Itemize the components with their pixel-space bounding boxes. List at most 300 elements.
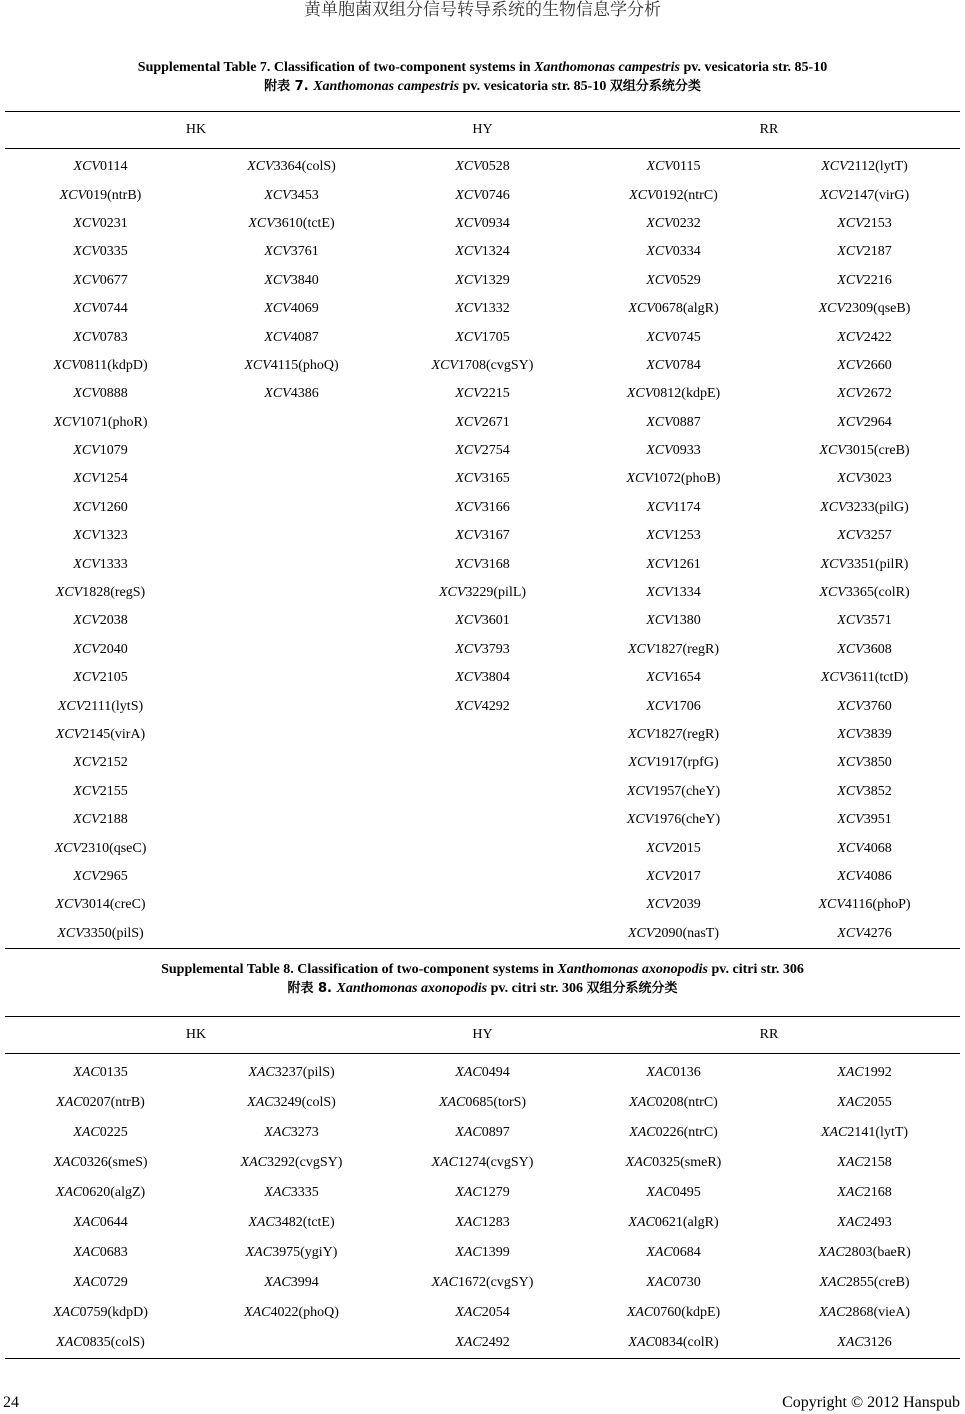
table-cell — [387, 920, 578, 949]
table-cell — [196, 920, 387, 949]
table7-caption-zh — [0, 77, 965, 97]
table-cell — [196, 1328, 387, 1359]
locus-prefix: XAC — [264, 1275, 291, 1290]
locus-prefix: XAC — [455, 1065, 482, 1080]
locus-prefix: XAC — [629, 1125, 656, 1140]
table-cell — [578, 295, 769, 323]
table8-caption-zh — [0, 979, 965, 999]
locus-number: 0136 — [672, 1065, 701, 1080]
locus-number: 0888 — [99, 386, 128, 402]
locus-prefix: XCV — [837, 925, 864, 941]
table-cell — [578, 1178, 769, 1208]
locus-prefix: XCV — [626, 386, 654, 402]
table-row — [5, 636, 960, 664]
locus-number: 1324 — [481, 244, 510, 260]
table-cell — [196, 1148, 387, 1178]
locus-number: 0232 — [672, 215, 701, 231]
table-cell — [5, 692, 196, 720]
locus-number: 3165 — [481, 471, 510, 487]
locus-prefix: XCV — [73, 613, 100, 629]
locus-prefix: XCV — [819, 443, 846, 459]
table-cell — [387, 1238, 578, 1268]
locus-prefix: XAC — [818, 1245, 845, 1260]
caption-prefix: Supplemental Table 8. Classification of two-component systems in — [161, 962, 558, 977]
table-cell — [196, 352, 387, 380]
locus-number: 2054 — [481, 1305, 510, 1320]
table-cell — [5, 295, 196, 323]
locus-prefix: XCV — [455, 499, 482, 515]
locus-number: 0115 — [672, 159, 701, 175]
table-cell — [387, 579, 578, 607]
locus-prefix: XCV — [73, 215, 100, 231]
table-cell — [578, 863, 769, 891]
locus-number: 2855(creB) — [845, 1275, 910, 1290]
table-cell — [578, 149, 769, 182]
locus-prefix: XCV — [646, 443, 673, 459]
locus-number: 4386 — [290, 386, 319, 402]
table-cell — [387, 380, 578, 408]
locus-number: 0326(smeS) — [79, 1155, 148, 1170]
locus-prefix: XAC — [73, 1275, 100, 1290]
table-cell — [578, 1148, 769, 1178]
locus-number: 1334 — [672, 585, 701, 601]
locus-prefix: XCV — [455, 641, 482, 657]
locus-number: 3167 — [481, 528, 510, 544]
table-cell — [769, 920, 960, 949]
locus-number: 3351(pilR) — [847, 556, 909, 572]
table-cell — [387, 352, 578, 380]
locus-number: 1332 — [481, 301, 510, 317]
table-cell — [5, 522, 196, 550]
locus-prefix: XCV — [455, 301, 482, 317]
locus-number: 1380 — [672, 613, 701, 629]
table-cell — [5, 1054, 196, 1089]
locus-prefix: XCV — [818, 301, 846, 317]
table-cell — [769, 636, 960, 664]
table-cell — [387, 806, 578, 834]
locus-prefix: XCV — [628, 641, 655, 657]
locus-number: 2015 — [672, 840, 701, 856]
table-row — [5, 1328, 960, 1359]
caption-suffix: pv. vesicatoria str. 85-10 — [459, 79, 610, 94]
table-cell — [387, 863, 578, 891]
locus-number: 0494 — [481, 1065, 510, 1080]
table-row — [5, 778, 960, 806]
locus-number: 3793 — [481, 641, 510, 657]
locus-prefix: XAC — [264, 1185, 291, 1200]
locus-number: 1274(cvgSY) — [458, 1155, 534, 1170]
locus-number: 3166 — [481, 499, 510, 515]
table-cell — [578, 636, 769, 664]
locus-number: 3852 — [863, 783, 892, 799]
header-rr: RR — [578, 1017, 960, 1054]
locus-number: 2310(qseC) — [81, 840, 147, 856]
locus-prefix: XAC — [625, 1155, 653, 1170]
locus-prefix: XCV — [264, 301, 291, 317]
locus-prefix: XCV — [438, 585, 466, 601]
locus-number: 2158 — [863, 1155, 892, 1170]
table-cell — [5, 1178, 196, 1208]
table-row — [5, 550, 960, 578]
locus-prefix: XCV — [626, 812, 654, 828]
table-cell — [196, 1118, 387, 1148]
locus-number: 0934 — [481, 215, 510, 231]
table-cell — [5, 550, 196, 578]
table8 — [5, 1016, 960, 1359]
table-cell — [578, 238, 769, 266]
table-cell — [387, 267, 578, 295]
locus-prefix: XCV — [626, 471, 653, 487]
table-cell — [387, 1118, 578, 1148]
locus-number: 0529 — [672, 272, 701, 288]
table-cell — [196, 692, 387, 720]
locus-prefix: XAC — [626, 1305, 654, 1320]
locus-number: 1261 — [672, 556, 701, 572]
locus-prefix: XAC — [837, 1215, 864, 1230]
locus-prefix: XCV — [629, 187, 656, 203]
table-row — [5, 607, 960, 635]
locus-number: 2754 — [481, 443, 510, 459]
locus-number: 1071(phoR) — [79, 414, 148, 430]
locus-number: 3023 — [863, 471, 892, 487]
table-cell — [5, 664, 196, 692]
locus-number: 2112(lytT) — [847, 159, 908, 175]
table-cell — [196, 1208, 387, 1238]
locus-number: 2040 — [99, 641, 128, 657]
table-cell — [769, 267, 960, 295]
table-cell — [578, 1268, 769, 1298]
locus-prefix: XCV — [73, 471, 100, 487]
table-cell — [387, 1328, 578, 1359]
table-cell — [5, 1148, 196, 1178]
locus-number: 1323 — [99, 528, 128, 544]
locus-number: 0335 — [99, 244, 128, 260]
table-cell — [578, 1208, 769, 1238]
table-row — [5, 806, 960, 834]
table-cell — [196, 550, 387, 578]
locus-number: 3249(colS) — [273, 1095, 336, 1110]
table-cell — [578, 891, 769, 919]
locus-number: 0644 — [99, 1215, 128, 1230]
locus-number: 0207(ntrB) — [82, 1095, 145, 1110]
table-row — [5, 409, 960, 437]
header-hy: HY — [387, 1017, 578, 1054]
locus-prefix: XCV — [455, 272, 482, 288]
locus-number: 3292(cvgSY) — [267, 1155, 343, 1170]
table-row — [5, 1268, 960, 1298]
locus-prefix: XAC — [819, 1305, 846, 1320]
locus-number: 3975(ygiY) — [272, 1245, 338, 1260]
table-cell — [387, 1298, 578, 1328]
locus-number: 3760 — [863, 698, 892, 714]
locus-number: 3482(tctE) — [274, 1215, 335, 1230]
locus-prefix: XCV — [837, 215, 864, 231]
locus-number: 1827(regR) — [654, 727, 719, 742]
locus-number: 019(ntrB) — [86, 187, 142, 203]
table-cell — [5, 437, 196, 465]
table-cell — [769, 380, 960, 408]
table-cell — [578, 721, 769, 749]
locus-prefix: XAC — [431, 1275, 458, 1290]
locus-prefix: XCV — [820, 670, 848, 686]
locus-number: 1828(regS) — [82, 585, 146, 601]
table-row — [5, 749, 960, 777]
locus-number: 3804 — [481, 670, 510, 686]
table-cell — [196, 437, 387, 465]
table-cell — [578, 1328, 769, 1359]
table-cell — [769, 352, 960, 380]
table-cell — [769, 1054, 960, 1089]
table-cell — [769, 778, 960, 806]
table-cell — [578, 550, 769, 578]
locus-number: 1174 — [672, 499, 701, 515]
locus-prefix: XCV — [455, 670, 482, 686]
table-row — [5, 380, 960, 408]
locus-prefix: XCV — [455, 556, 482, 572]
table-cell — [769, 210, 960, 238]
table-cell — [5, 834, 196, 862]
locus-number: 2145(virA) — [82, 727, 146, 742]
table-cell — [578, 1088, 769, 1118]
table-row — [5, 1088, 960, 1118]
table-cell — [5, 636, 196, 664]
table-cell — [5, 181, 196, 209]
locus-prefix: XAC — [248, 1065, 275, 1080]
table-cell — [387, 1088, 578, 1118]
locus-prefix: XCV — [73, 812, 100, 828]
locus-prefix: XCV — [646, 244, 673, 260]
locus-prefix: XAC — [248, 1215, 275, 1230]
locus-number: 1260 — [99, 499, 128, 515]
table-cell — [769, 806, 960, 834]
table-cell — [578, 1298, 769, 1328]
locus-number: 0114 — [99, 159, 128, 175]
locus-prefix: XCV — [646, 613, 673, 629]
locus-number: 2105 — [99, 670, 128, 686]
table-cell — [769, 1178, 960, 1208]
locus-prefix: XCV — [59, 187, 87, 203]
locus-number: 2038 — [99, 613, 128, 629]
locus-prefix: XAC — [56, 1335, 83, 1350]
table-cell — [196, 295, 387, 323]
locus-prefix: XCV — [264, 272, 291, 288]
table-cell — [5, 721, 196, 749]
table-row — [5, 664, 960, 692]
table-cell — [196, 267, 387, 295]
table-cell — [5, 1088, 196, 1118]
locus-prefix: XCV — [57, 698, 85, 714]
locus-number: 3273 — [290, 1125, 319, 1140]
locus-prefix: XAC — [646, 1245, 673, 1260]
locus-number: 0678(algR) — [654, 301, 719, 317]
table-cell — [769, 1208, 960, 1238]
table-cell — [769, 1268, 960, 1298]
table-cell — [769, 863, 960, 891]
table-cell — [196, 834, 387, 862]
header-hy: HY — [387, 112, 578, 149]
header-hk: HK — [5, 1017, 387, 1054]
table-cell — [578, 1238, 769, 1268]
table-cell — [196, 806, 387, 834]
locus-prefix: XAC — [247, 1095, 274, 1110]
table-row — [5, 238, 960, 266]
locus-prefix: XCV — [73, 499, 100, 515]
locus-prefix: XCV — [455, 159, 482, 175]
locus-number: 2672 — [863, 386, 892, 402]
table-cell — [5, 238, 196, 266]
locus-number: 1708(cvgSY) — [458, 357, 534, 373]
table-row — [5, 891, 960, 919]
table-cell — [196, 664, 387, 692]
locus-number: 4115(phoQ) — [270, 357, 339, 373]
table-cell — [5, 465, 196, 493]
table-cell — [5, 1208, 196, 1238]
locus-prefix: XCV — [73, 868, 100, 884]
locus-number: 3850 — [863, 755, 892, 771]
locus-prefix: XAC — [245, 1245, 273, 1260]
locus-number: 0783 — [99, 329, 128, 345]
locus-prefix: XAC — [455, 1335, 482, 1350]
locus-prefix: XCV — [73, 329, 100, 345]
locus-number: 4022(phoQ) — [270, 1305, 339, 1320]
locus-prefix: XCV — [455, 443, 482, 459]
table-row — [5, 692, 960, 720]
locus-number: 1705 — [481, 329, 510, 345]
locus-number: 4086 — [863, 868, 892, 884]
locus-number: 0334 — [672, 244, 701, 260]
locus-number: 0897 — [481, 1125, 510, 1140]
table-row — [5, 579, 960, 607]
locus-prefix: XAC — [455, 1305, 482, 1320]
locus-number: 2055 — [863, 1095, 892, 1110]
table-cell — [5, 1238, 196, 1268]
table-cell — [5, 891, 196, 919]
locus-prefix: XCV — [837, 641, 864, 657]
locus-prefix: XAC — [56, 1095, 83, 1110]
table-cell — [769, 664, 960, 692]
locus-number: 0231 — [99, 215, 128, 231]
table-cell — [387, 295, 578, 323]
table-cell — [387, 664, 578, 692]
table-cell — [769, 522, 960, 550]
locus-prefix: XCV — [455, 386, 482, 402]
locus-number: 3229(pilL) — [465, 585, 527, 601]
locus-number: 0135 — [99, 1065, 128, 1080]
locus-prefix: XCV — [837, 613, 864, 629]
table-cell — [5, 749, 196, 777]
locus-prefix: XCV — [837, 812, 864, 828]
table-cell — [5, 863, 196, 891]
locus-prefix: XCV — [264, 386, 291, 402]
locus-prefix: XCV — [73, 670, 100, 686]
locus-number: 3364(colS) — [273, 159, 336, 175]
locus-prefix: XAC — [455, 1125, 482, 1140]
locus-prefix: XCV — [455, 244, 482, 260]
table-row — [5, 834, 960, 862]
locus-number: 0746 — [481, 187, 510, 203]
locus-prefix: XCV — [837, 755, 864, 771]
locus-number: 2964 — [863, 414, 892, 430]
table-cell — [387, 834, 578, 862]
table-cell — [769, 409, 960, 437]
locus-number: 2422 — [863, 329, 892, 345]
locus-number: 1329 — [481, 272, 510, 288]
table-row — [5, 1118, 960, 1148]
table-cell — [769, 494, 960, 522]
locus-number: 2309(qseB) — [845, 301, 911, 317]
caption-prefix: 附表 8. — [287, 981, 337, 996]
locus-prefix: XAC — [837, 1185, 864, 1200]
locus-prefix: XCV — [455, 414, 482, 430]
locus-prefix: XCV — [646, 329, 673, 345]
table-cell — [769, 437, 960, 465]
locus-number: 1706 — [672, 698, 701, 714]
locus-prefix: XCV — [73, 159, 100, 175]
locus-number: 0495 — [672, 1185, 701, 1200]
table-cell — [769, 607, 960, 635]
locus-prefix: XCV — [646, 357, 673, 373]
table-cell — [5, 778, 196, 806]
caption-species: Xanthomonas axonopodis — [336, 981, 488, 996]
locus-number: 2492 — [481, 1335, 510, 1350]
locus-prefix: XCV — [837, 386, 864, 402]
locus-prefix: XCV — [628, 301, 655, 317]
table-cell — [5, 1268, 196, 1298]
locus-number: 2965 — [99, 868, 128, 884]
locus-prefix: XCV — [837, 528, 864, 544]
locus-prefix: XAC — [53, 1155, 80, 1170]
locus-number: 2155 — [99, 783, 128, 799]
table-cell — [578, 664, 769, 692]
locus-number: 1654 — [672, 670, 701, 686]
locus-number: 1079 — [99, 443, 128, 459]
locus-prefix: XCV — [57, 925, 84, 941]
locus-number: 1254 — [99, 471, 128, 487]
locus-number: 1992 — [863, 1065, 892, 1080]
locus-prefix: XCV — [628, 755, 655, 771]
locus-prefix: XCV — [53, 414, 80, 430]
locus-number: 3335 — [290, 1185, 319, 1200]
locus-prefix: XCV — [455, 215, 482, 231]
table-cell — [387, 181, 578, 209]
locus-number: 3994 — [290, 1275, 319, 1290]
locus-prefix: XCV — [73, 755, 100, 771]
locus-number: 0812(kdpE) — [653, 386, 721, 402]
copyright: Copyright © 2012 Hanspub — [782, 1394, 960, 1411]
table-cell — [578, 1054, 769, 1089]
locus-number: 2671 — [481, 414, 510, 430]
table-cell — [196, 409, 387, 437]
locus-prefix: XAC — [73, 1065, 100, 1080]
table-cell — [387, 210, 578, 238]
table-cell — [387, 465, 578, 493]
locus-prefix: XCV — [646, 698, 673, 714]
locus-number: 0759(kdpD) — [79, 1305, 148, 1320]
locus-prefix: XCV — [821, 159, 848, 175]
table-cell — [578, 778, 769, 806]
table-cell — [387, 1268, 578, 1298]
locus-number: 3237(pilS) — [274, 1065, 335, 1080]
table-cell — [387, 323, 578, 351]
locus-prefix: XCV — [73, 272, 100, 288]
table-cell — [387, 891, 578, 919]
locus-prefix: XCV — [837, 698, 864, 714]
table-cell — [387, 636, 578, 664]
caption-suffix: pv. citri str. 306 — [707, 962, 804, 977]
locus-prefix: XCV — [455, 698, 482, 714]
caption-suffix: pv. citri str. 306 — [487, 981, 587, 996]
table-cell — [769, 749, 960, 777]
